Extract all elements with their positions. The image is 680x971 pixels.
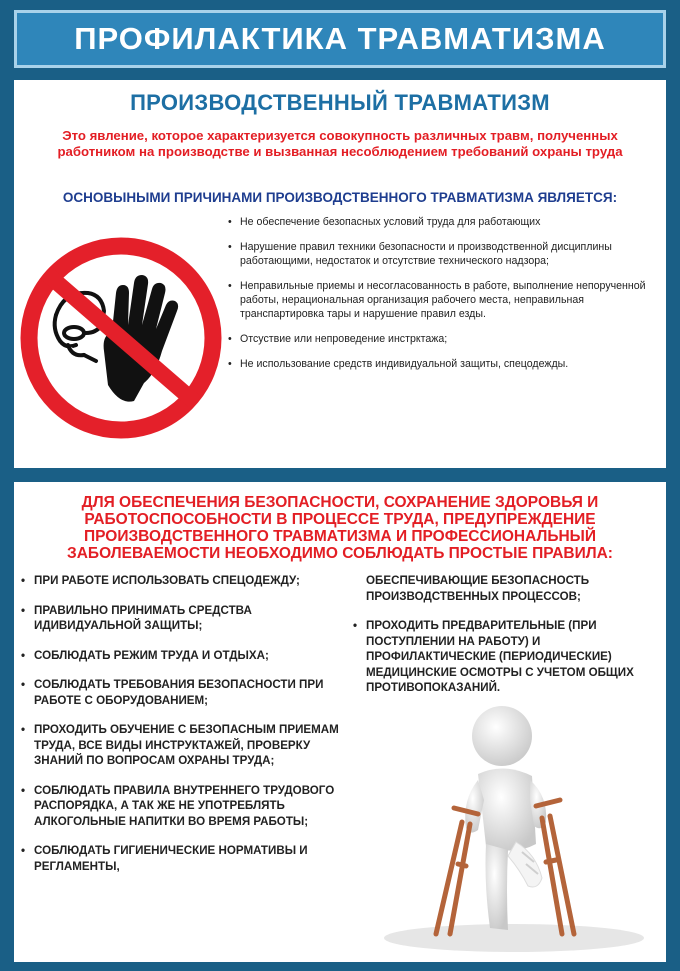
injured-person-with-crutches-icon: [374, 704, 654, 954]
section-heading: ПРОИЗВОДСТВЕННЫЙ ТРАВМАТИЗМ: [130, 90, 550, 115]
rules-list-right: [352, 573, 660, 710]
panel-safety-rules: [14, 482, 666, 962]
list-item: • Не использование средств индивидуальной защиты, спецодежды.: [228, 357, 653, 371]
list-item: • ПРОХОДИТЬ ОБУЧЕНИЕ С БЕЗОПАСНЫМ ПРИЕМАМ ТРУДА, ВСЕ ВИДЫ ИНСТРУКТАЖЕЙ, ПРОВЕРКУ ЗНАНИЙ ПО ВОПРОСАМ ОХРАНЫ ТРУДА;: [20, 722, 350, 769]
list-item: • Нарушение правил техники безопасности и производственной дисциплины работающими, недостаток и отсутствие технического надзора;: [228, 240, 653, 268]
list-item: • СОБЛЮДАТЬ ТРЕБОВАНИЯ БЕЗОПАСНОСТИ ПРИ РАБОТЕ С ОБОРУДОВАНИЕМ;: [20, 677, 350, 708]
list-item: • ПРИ РАБОТЕ ИСПОЛЬЗОВАТЬ СПЕЦОДЕЖДУ;: [20, 573, 350, 589]
list-item: • Отсуствие или непроведение инстрктажа;: [228, 332, 653, 346]
list-item: • СОБЛЮДАТЬ ПРАВИЛА ВНУТРЕННЕГО ТРУДОВОГО РАСПОРЯДКА, А ТАК ЖЕ НЕ УПОТРЕБЛЯТЬ АЛКОГОЛЬНЫЕ НАПИТКИ ВО ВРЕМЯ РАБОТЫ;: [20, 783, 350, 830]
list-item: • СОБЛЮДАТЬ РЕЖИМ ТРУДА И ОТДЫХА;: [20, 648, 350, 664]
list-item: • СОБЛЮДАТЬ ГИГИЕНИЧЕСКИЕ НОРМАТИВЫ И РЕГЛАМЕНТЫ,: [20, 843, 350, 874]
header-title-bar: [14, 10, 666, 68]
causes-list: [228, 215, 653, 382]
causes-title: ОСНОВЫНЫМИ ПРИЧИНАМИ ПРОИЗВОДСТВЕННОГО ТРАВМАТИЗМА ЯВЛЯЕТСЯ:: [62, 190, 618, 205]
list-item: • Неправильные приемы и несогласованность в работе, выполнение непорученной работы, нерациональная организация рабочего места, неправильная транспартировка тары и нарушение правил езды.: [228, 279, 653, 321]
definition-text: Это явление, которое характеризуется совокупность различных травм, полученных работником на производстве и вызванная несоблюдением требований охраны труда: [57, 128, 623, 159]
list-item: • ПРАВИЛЬНО ПРИНИМАТЬ СРЕДСТВА ИДИВИДУАЛЬНОЙ ЗАЩИТЫ;: [20, 603, 350, 634]
list-item-continuation: ОБЕСПЕЧИВАЮЩИЕ БЕЗОПАСНОСТЬ ПРОИЗВОДСТВЕННЫХ ПРОЦЕССОВ;: [366, 574, 590, 603]
no-entry-stop-hand-icon: [16, 233, 226, 443]
list-item: • Не обеспечение безопасных условий труда для работающих: [228, 215, 653, 229]
rules-title: ДЛЯ ОБЕСПЕЧЕНИЯ БЕЗОПАСНОСТИ, СОХРАНЕНИЕ ЗДОРОВЬЯ И РАБОТОСПОСОБНОСТИ В ПРОЦЕССЕ ТРУДА, ПРЕДУПРЕЖДЕНИЕ ПРОИЗВОДСТВЕННОГО ТРАВМАТИЗМА И ПРОФЕССИОНАЛЬНЫЙ ЗАБОЛЕВАЕМОСТИ НЕОБХОДИМО СОБЛЮДАТЬ ПРОСТЫЕ ПРАВИЛА:: [67, 494, 613, 562]
rules-list-left: [20, 573, 350, 888]
list-item: • ПРОХОДИТЬ ПРЕДВАРИТЕЛЬНЫЕ (ПРИ ПОСТУПЛЕНИИ НА РАБОТУ) И ПРОФИЛАКТИЧЕСКИЕ (ПЕРИОДИЧЕСКИЕ) МЕДИЦИНСКИЕ ОСМОТРЫ С УЧЕТОМ ОБЩИХ ПРОТИВОПОКАЗАНИЙ.: [352, 618, 660, 696]
panel-occupational-injury: [14, 80, 666, 468]
page-title: ПРОФИЛАКТИКА ТРАВМАТИЗМА: [74, 21, 606, 56]
